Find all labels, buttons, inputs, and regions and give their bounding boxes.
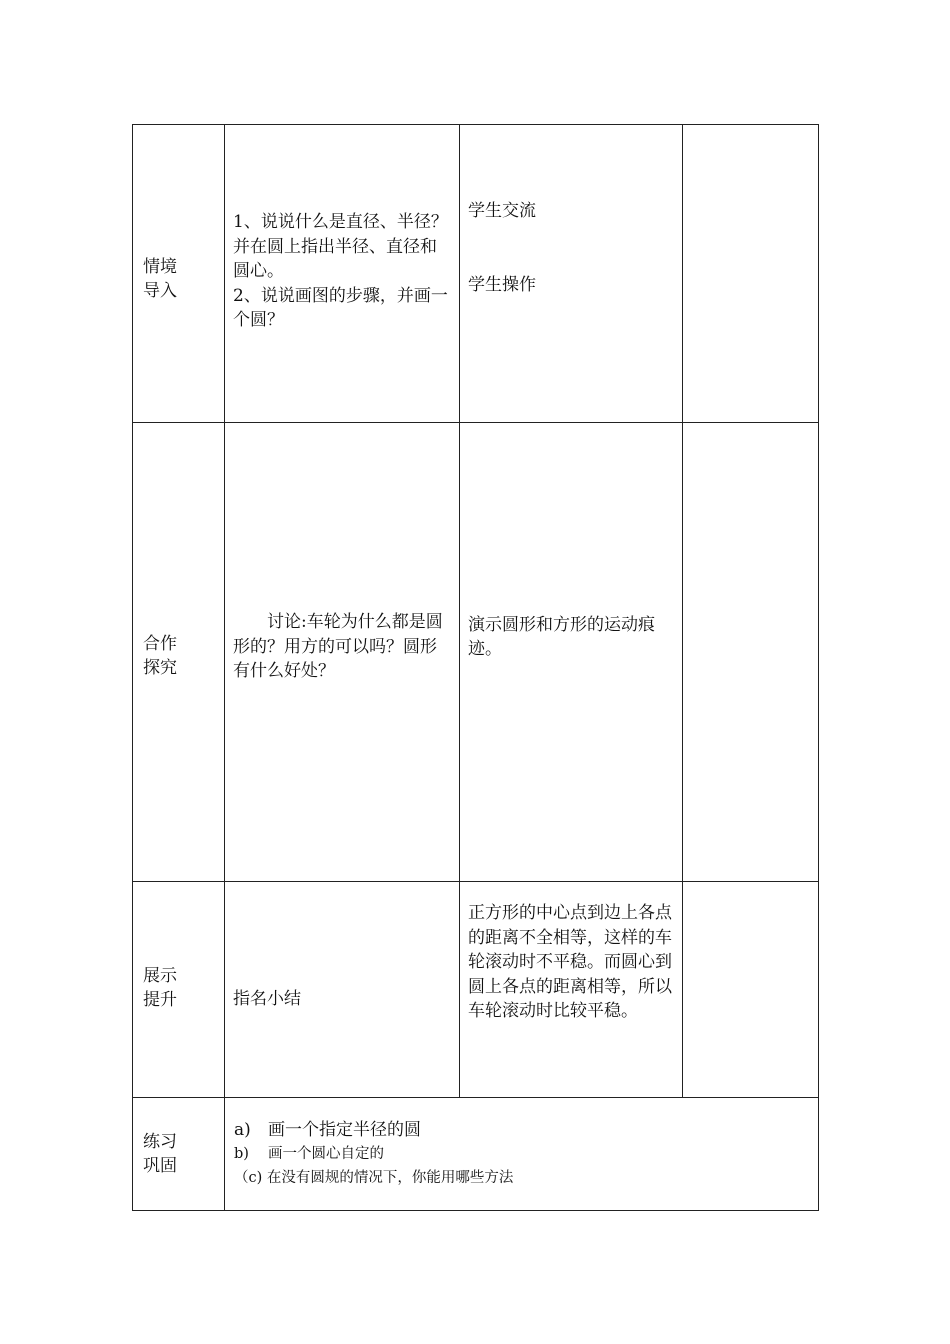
student-activity-cell	[460, 125, 683, 423]
stage-label: 练习	[143, 1132, 177, 1152]
list-item	[234, 1118, 818, 1142]
student-activity-text: 学生操作	[468, 274, 536, 295]
table-row-presentation	[133, 882, 819, 1098]
table-row-introduction	[133, 125, 819, 423]
teacher-activity-cell	[225, 882, 460, 1098]
list-item	[234, 1142, 818, 1166]
student-activity-text: 演示圆形和方形的运动痕迹。	[468, 614, 655, 659]
stage-cell	[133, 882, 225, 1098]
note-cell	[683, 882, 819, 1098]
stage-label: 展示	[143, 965, 177, 986]
teacher-activity-text: 2、说说画图的步骤，并画一个圆？	[233, 285, 448, 331]
note-cell	[683, 423, 819, 882]
stage-label: 导入	[143, 280, 177, 301]
student-activity-text: 正方形的中心点到边上各点的距离不全相等，这样的车轮滚动时不平稳。而圆心到圆上各点的距离相等，所以车轮滚动时比较平稳。	[468, 903, 672, 1021]
teacher-activity-text: 讨论:车轮为什么都是圆形的？用方的可以吗？圆形有什么好处？	[233, 612, 443, 682]
stage-cell	[133, 125, 225, 423]
table-row-practice	[133, 1098, 819, 1211]
item-label: （c)	[234, 1170, 263, 1186]
teacher-activity-cell	[225, 423, 460, 882]
item-label: b)	[234, 1146, 249, 1162]
student-activity-cell	[460, 882, 683, 1098]
stage-cell	[133, 1098, 225, 1211]
student-activity-cell	[460, 423, 683, 882]
list-item	[234, 1166, 818, 1190]
item-label: a)	[234, 1120, 251, 1140]
stage-label: 巩固	[143, 1156, 177, 1176]
teacher-activity-cell	[225, 125, 460, 423]
stage-label: 提升	[143, 989, 177, 1010]
practice-items-cell	[225, 1098, 819, 1211]
stage-cell	[133, 423, 225, 882]
item-text: 画一个指定半径的圆	[268, 1120, 421, 1140]
stage-label: 探究	[143, 658, 177, 678]
student-activity-text: 学生交流	[468, 201, 536, 221]
lesson-plan-table	[132, 124, 819, 1211]
table-row-exploration	[133, 423, 819, 882]
item-text: 在没有圆规的情况下，你能用哪些方法	[266, 1170, 514, 1186]
stage-label: 情境	[143, 256, 177, 277]
stage-label: 合作	[143, 634, 177, 654]
item-text: 画一个圆心自定的	[268, 1146, 384, 1162]
teacher-activity-text: 指名小结	[233, 989, 301, 1010]
note-cell	[683, 125, 819, 423]
teacher-activity-text: 1、说说什么是直径、半径？并在圆上指出半径、直径和圆心。	[233, 212, 448, 282]
